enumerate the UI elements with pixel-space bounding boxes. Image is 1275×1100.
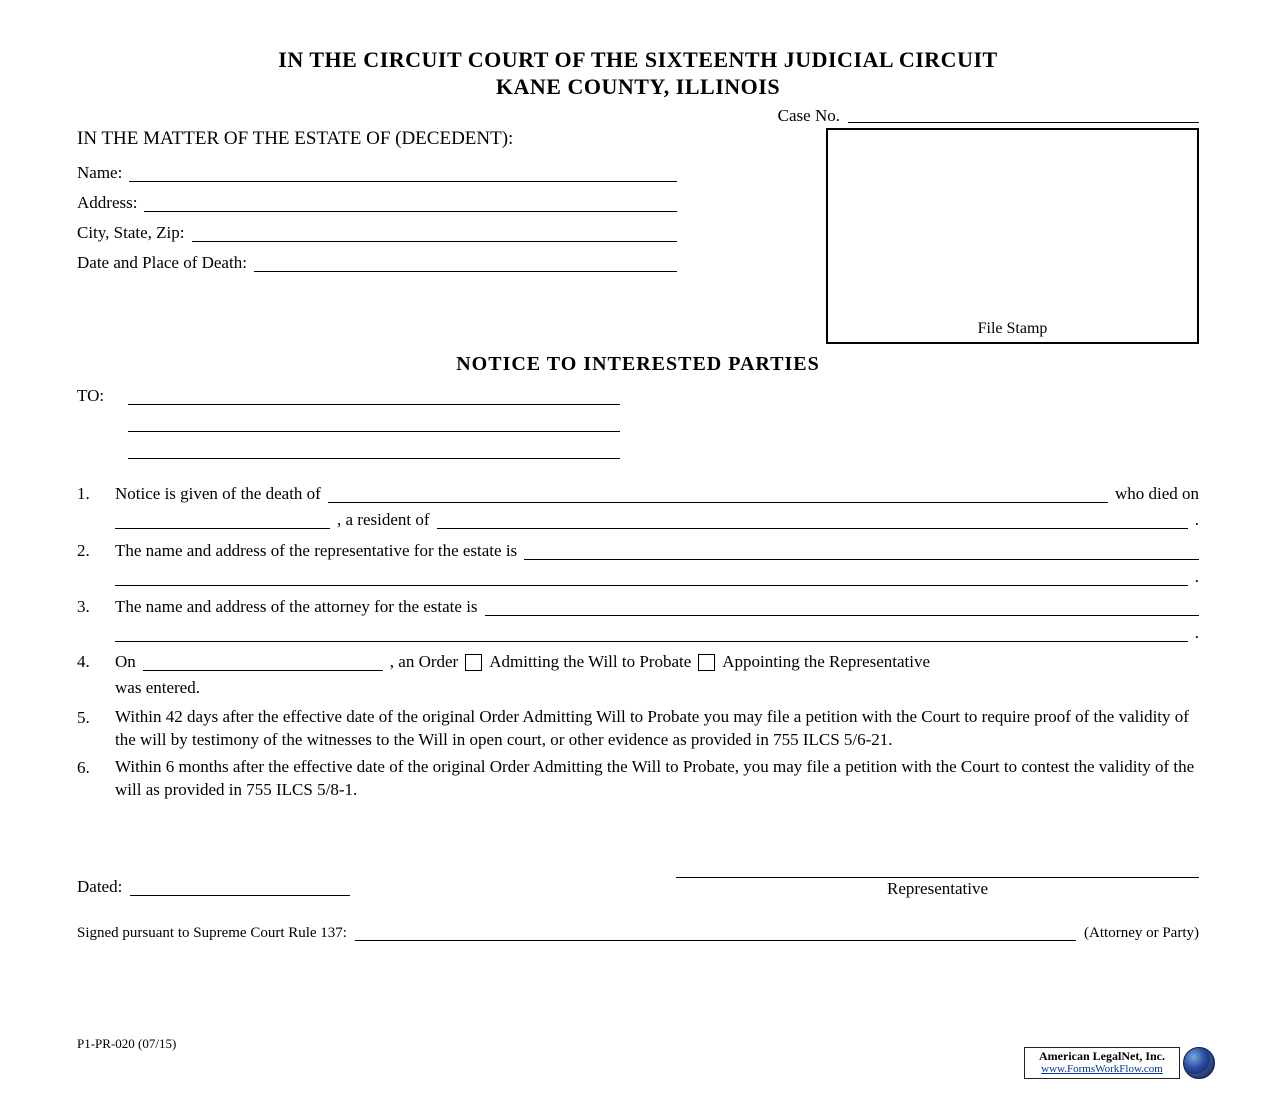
case-no-label: Case No. (777, 106, 840, 125)
to-label: TO: (77, 386, 105, 405)
item-1-text-a: Notice is given of the death of (115, 484, 321, 503)
representative-signature (676, 856, 1199, 900)
to-blank-2 (128, 405, 620, 432)
item-1 (77, 481, 1199, 533)
attorney-name-blank-2 (115, 641, 1188, 642)
item-6-text: Within 6 months after the effective date of the original Order Admitting the Will to Probate, you may file a petition with the Court to contest the validity of the will as provided in 755 ILCS 5/8-1. (115, 757, 1195, 799)
item-6 (77, 755, 1199, 801)
item-3-number: 3. (77, 597, 90, 616)
address-field-row (77, 190, 677, 216)
numbered-items (77, 481, 1199, 801)
item-4-text-c: Admitting the Will to Probate (489, 652, 692, 671)
item-2-text-b: . (1194, 567, 1199, 586)
representative-name-blank-2 (115, 585, 1188, 586)
representative-signature-blank (676, 856, 1199, 878)
item-5 (77, 705, 1199, 751)
case-no-row (77, 104, 1199, 126)
to-section (77, 386, 1199, 459)
item-2 (77, 538, 1199, 590)
representative-name-blank-1 (524, 559, 1199, 560)
file-stamp-label: File Stamp (977, 320, 1048, 337)
item-3 (77, 594, 1199, 646)
item-4 (77, 649, 1199, 701)
item-1-text-c: , a resident of (337, 510, 430, 529)
residence-blank (437, 528, 1188, 529)
item-1-text-b: who died on (1114, 484, 1199, 503)
item-4-number: 4. (77, 652, 90, 671)
name-blank (129, 181, 677, 182)
representative-label: Representative (886, 879, 988, 898)
to-blank-1 (128, 386, 620, 405)
item-1-number: 1. (77, 484, 90, 503)
dated-blank (130, 895, 350, 896)
item-2-number: 2. (77, 541, 90, 560)
death-field-row (77, 250, 677, 276)
died-on-date-blank (115, 528, 330, 529)
to-lines (128, 386, 620, 459)
item-6-number: 6. (77, 758, 90, 777)
vendor-url-link[interactable]: www.FormsWorkFlow.com (1041, 1063, 1163, 1075)
item-2-text-a: The name and address of the representative for the estate is (115, 541, 518, 560)
address-blank (144, 211, 677, 212)
name-label: Name: (77, 163, 123, 182)
city-state-zip-blank (192, 241, 677, 242)
dated-row (77, 874, 350, 900)
rule137-signature-blank (355, 940, 1076, 941)
death-date-place-blank (254, 271, 677, 272)
dated-label: Dated: (77, 877, 123, 896)
death-label: Date and Place of Death: (77, 253, 247, 272)
item-4-text-a: On (115, 652, 136, 671)
to-blank-3 (128, 432, 620, 459)
vendor-branding (1024, 1047, 1215, 1079)
title-line-1: IN THE CIRCUIT COURT OF THE SIXTEENTH JUDICIAL CIRCUIT (278, 47, 998, 72)
address-label: Address: (77, 193, 138, 212)
attorney-or-party-label: (Attorney or Party) (1084, 925, 1199, 941)
order-date-blank (143, 670, 383, 671)
admitting-will-checkbox (465, 654, 482, 671)
vendor-name: American LegalNet, Inc. (1039, 1049, 1165, 1063)
file-stamp-box (826, 128, 1199, 344)
decedent-name-blank (328, 502, 1108, 503)
signed-pursuant-label: Signed pursuant to Supreme Court Rule 137: (77, 925, 347, 941)
title-line-2: KANE COUNTY, ILLINOIS (495, 74, 781, 99)
form-title (77, 46, 1199, 100)
item-4-text-b: , an Order (389, 652, 459, 671)
rule-137-section (77, 922, 1199, 944)
form-number: P1-PR-020 (07/15) (77, 1036, 177, 1051)
matter-of-estate-label: IN THE MATTER OF THE ESTATE OF (DECEDENT): (77, 128, 514, 149)
city-state-zip-field-row (77, 220, 677, 246)
item-5-text: Within 42 days after the effective date of the original Order Admitting Will to Probate you may file a petition with the Court to require proof of the validity of the will by testimony of the witnesses to the Will in open court, or other evidence as provided in 755 ILCS 5/6-21. (115, 707, 1189, 749)
appointing-representative-checkbox (698, 654, 715, 671)
vendor-box (1024, 1047, 1180, 1079)
item-1-text-d: . (1194, 510, 1199, 529)
item-5-number: 5. (77, 708, 90, 727)
decedent-fields (77, 160, 677, 276)
attorney-name-blank-1 (485, 615, 1199, 616)
item-3-text-b: . (1194, 623, 1199, 642)
case-no-blank (848, 122, 1199, 123)
dated-section (77, 856, 1199, 900)
item-4-text-d: Appointing the Representative (722, 652, 931, 671)
city-state-zip-label: City, State, Zip: (77, 223, 185, 242)
name-field-row (77, 160, 677, 186)
item-4-text-e: was entered. (115, 678, 200, 697)
notice-heading: NOTICE TO INTERESTED PARTIES (456, 353, 820, 375)
item-3-text-a: The name and address of the attorney for the estate is (115, 597, 478, 616)
globe-logo-icon (1183, 1047, 1215, 1079)
